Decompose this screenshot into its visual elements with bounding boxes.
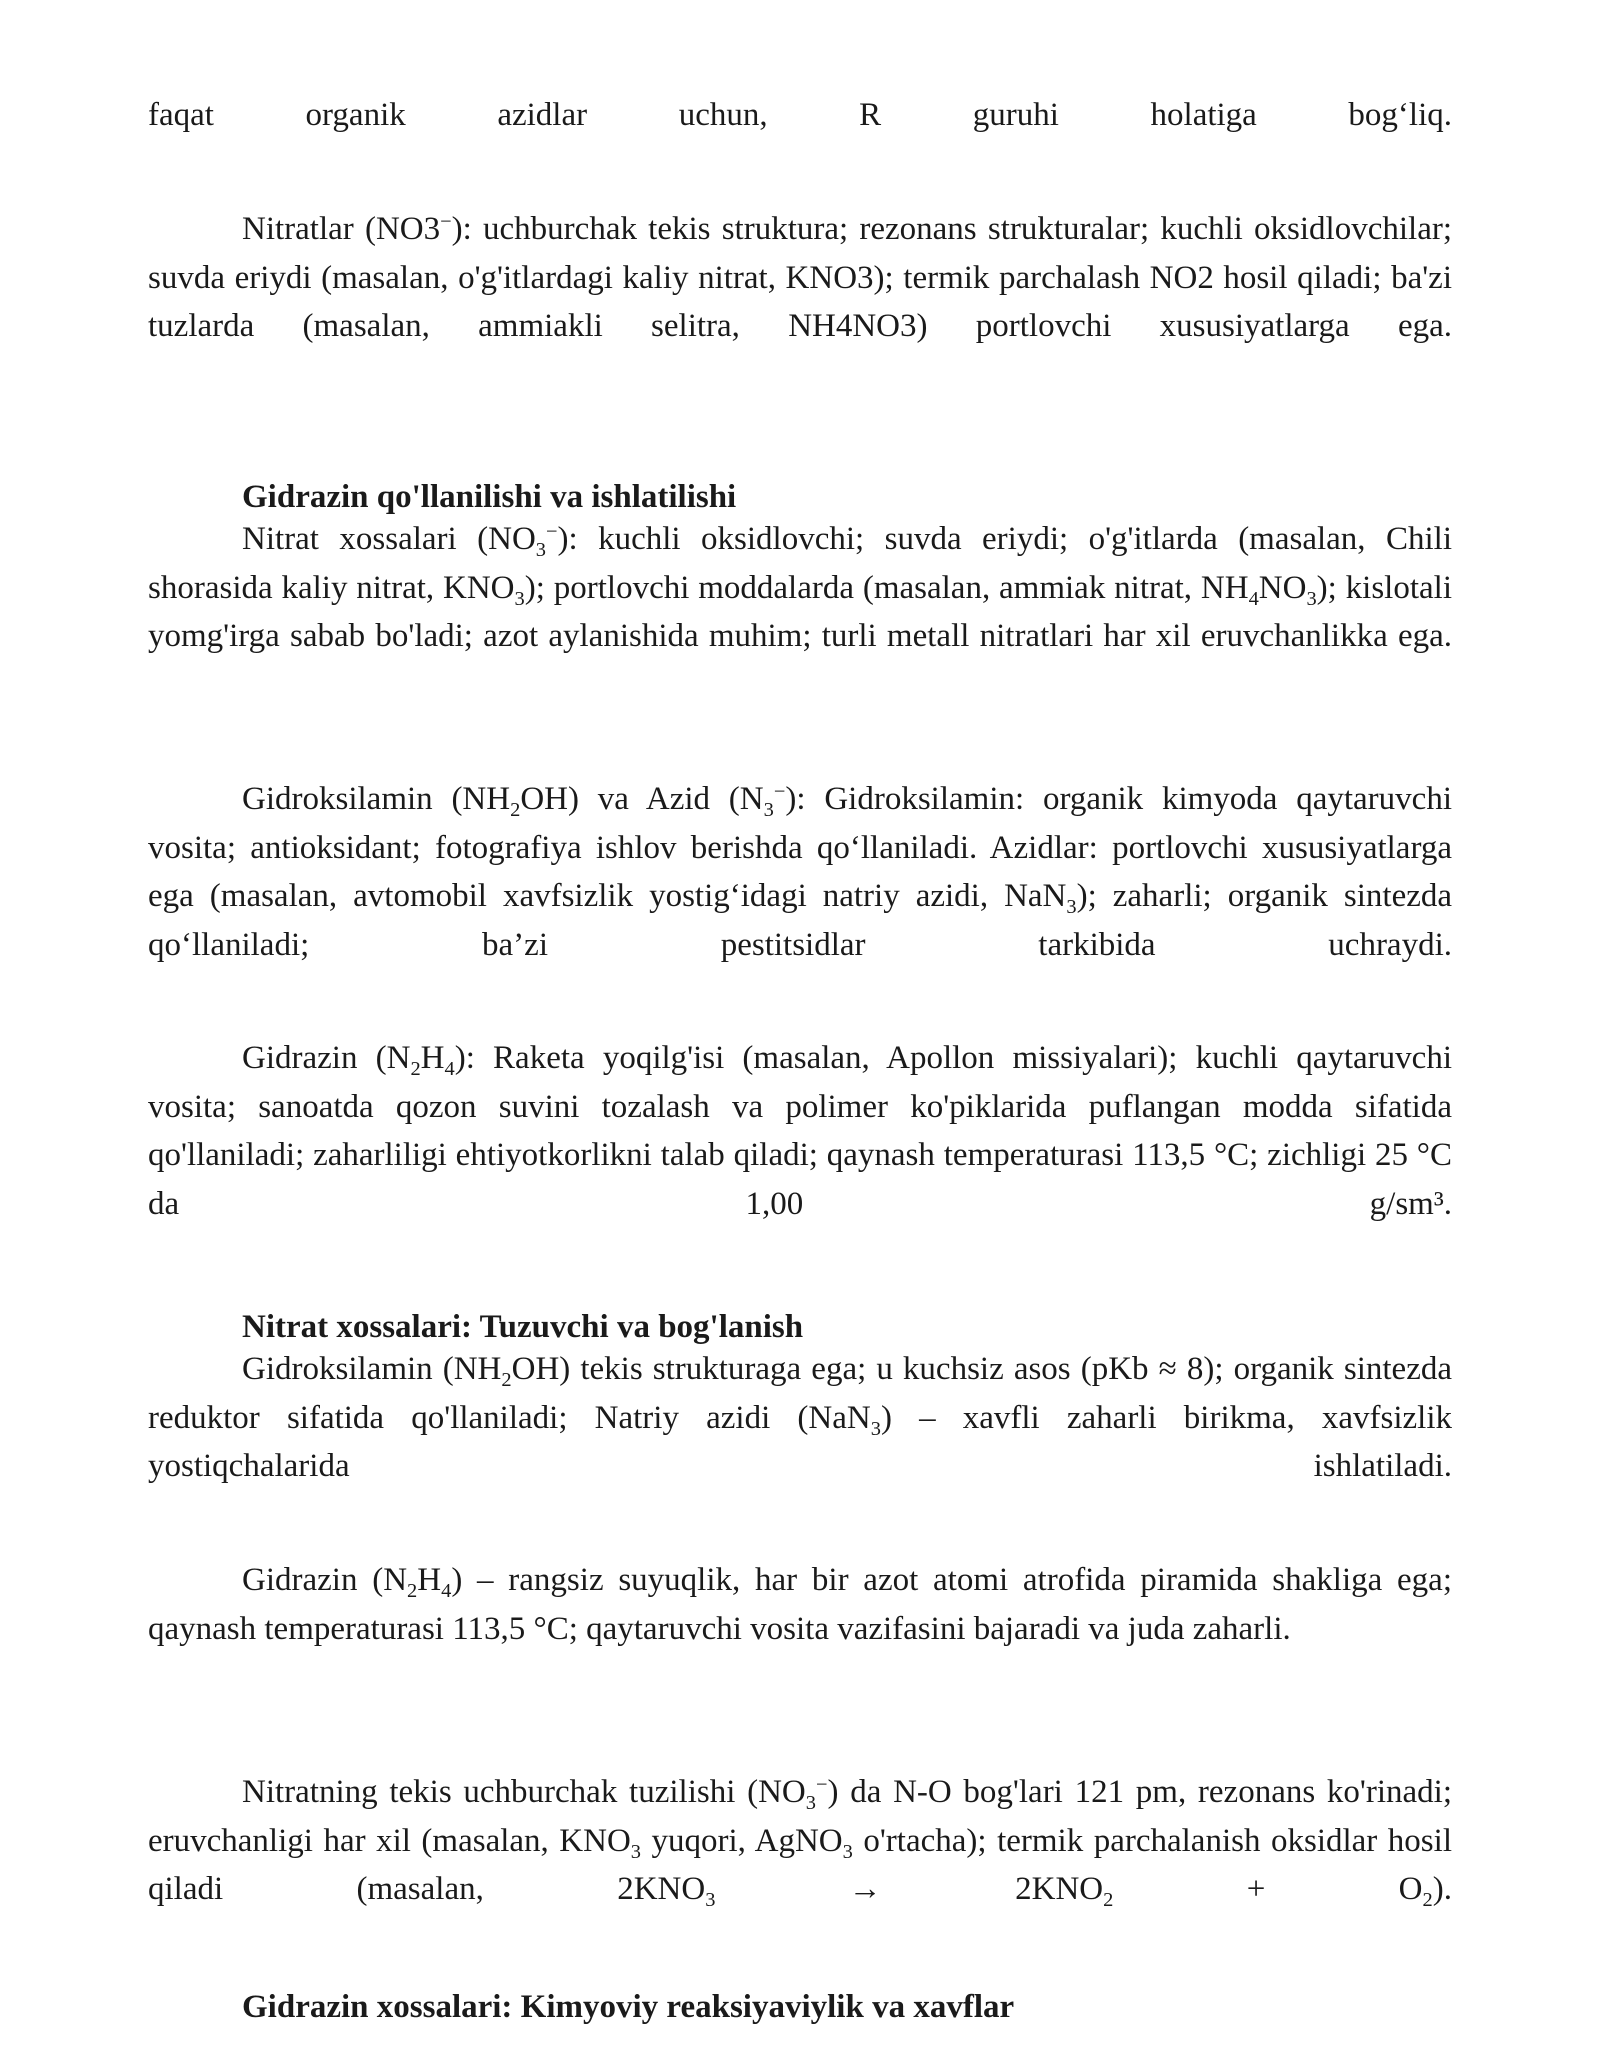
subscript: 2: [501, 1369, 512, 1392]
subscript: 2: [1422, 1889, 1433, 1912]
text-run: OH) tekis strukturaga ega; u kuchsiz asos (pKb ≈ 8); organik sintezda reduktor sifatida qo'llaniladi; Natriy azidi (NaN: [148, 1351, 1452, 1436]
subscript: 3: [514, 587, 525, 610]
subscript: 3: [763, 799, 774, 822]
paragraph-hydrazine-liquid: [148, 1556, 1452, 1653]
subscript: 3: [1306, 587, 1317, 610]
text-run: ) – rangsiz suyuqlik, har bir azot atomi atrofida piramida shakliga ega; qaynash temperaturasi 113,5 °C; qaytaruvchi vosita vazifasini bajaradi va juda zaharli.: [148, 1562, 1452, 1647]
paragraph-hydroxylamine-azide: [148, 775, 1452, 969]
section-heading: Gidrazin qo'llanilishi va ishlatilishi: [242, 479, 737, 515]
subscript: 3: [870, 1417, 881, 1440]
text-run: Gidroksilamin (NH: [242, 1351, 502, 1387]
superscript: −: [440, 210, 452, 233]
text-run: + O: [1113, 1871, 1423, 1907]
subscript: 3: [842, 1840, 853, 1863]
subscript: 2: [1103, 1889, 1114, 1912]
text-run: H: [420, 1040, 445, 1076]
section-heading: Nitrat xossalari: Tuzuvchi va bog'lanish: [242, 1309, 804, 1345]
subscript: 4: [441, 1580, 452, 1603]
superscript: −: [773, 780, 786, 803]
subscript: 3: [705, 1889, 716, 1912]
text-run: H: [417, 1562, 442, 1598]
text-run: NO: [1258, 569, 1307, 606]
text-run: yuqori, AgNO: [641, 1822, 843, 1859]
text-run: ): kuchli oksidlovchi; suvda eriydi; o'g'itlarda (masalan, Chili shorasida kaliy nitrat, KNO: [148, 521, 1452, 606]
text-run: Nitratning tekis uchburchak tuzilishi (NO: [242, 1774, 806, 1810]
subscript: 2: [410, 1058, 421, 1081]
paragraph-text: faqat organik azidlar uchun, R guruhi holatiga bog‘liq.: [148, 97, 1452, 133]
subscript: 3: [805, 1792, 816, 1815]
paragraph-continuation: [148, 91, 1452, 140]
paragraph-nitrates: [148, 205, 1452, 351]
text-run: Nitratlar (NO3: [242, 211, 441, 247]
text-run: ).: [1432, 1871, 1452, 1907]
text-run: Gidroksilamin (NH: [242, 781, 511, 817]
text-run: ): uchburchak tekis struktura; rezonans strukturalar; kuchli oksidlovchilar; suvda eriydi (masalan, o'g'itlardagi kaliy nitrat, KNO3); termik parchalash NO2 hosil qiladi; ba'zi tuzlarda (masalan, ammiakli selitra, NH4NO3) portlovchi xususiyatlarga ega.: [148, 211, 1452, 344]
text-run: ); kislotali yomg'irga sabab bo'ladi; azot aylanishida muhim; turli metall nitratlari har xil eruvchanlikka ega.: [148, 569, 1452, 654]
text-run: Nitrat xossalari (NO: [242, 521, 536, 557]
text-run: ); zaharli; organik sintezda qo‘llaniladi; ba’zi pestitsidlar tarkibida uchraydi.: [148, 878, 1453, 963]
subscript: 4: [444, 1058, 455, 1081]
text-run: o'rtacha); termik parchalanish oksidlar hosil qiladi (masalan, 2KNO: [148, 1822, 1452, 1907]
superscript: −: [546, 520, 558, 543]
paragraph-hydrazine: [148, 1034, 1452, 1228]
text-run: → 2KNO: [715, 1871, 1104, 1907]
subscript: 3: [630, 1840, 642, 1863]
text-run: ): Raketa yoqilg'isi (masalan, Apollon missiyalari); kuchli qaytaruvchi vosita; sanoatda qozon suvini tozalash va polimer ko'piklarida puflangan modda sifatida qo'llaniladi; zaharliligi ehtiyotkorlikni talab qiladi; qaynash temperaturasi 113,5 °C; zichligi 25 °C da 1,00 g/sm³.: [148, 1040, 1452, 1222]
text-run: ); portlovchi moddalarda (masalan, ammiak nitrat, NH: [524, 569, 1249, 606]
text-run: ): Gidroksilamin: organik kimyoda qaytaruvchi vosita; antioksidant; fotografiya ishlov berishda qo‘llaniladi. Azidlar: portlovchi xususiyatlarga ega (masalan, avtomobil xavfsizlik yostig‘idagi natriy azidi, NaN: [148, 781, 1452, 914]
section-heading: Gidrazin xossalari: Kimyoviy reaksiyaviylik va xavflar: [242, 1989, 1015, 2025]
superscript: −: [815, 1773, 828, 1796]
subscript: 3: [1066, 896, 1077, 919]
paragraph-nitrate-properties: [148, 515, 1452, 661]
text-run: ) – xavfli zaharli birikma, xavfsizlik yostiqchalarida ishlatiladi.: [148, 1399, 1452, 1484]
subscript: 2: [510, 799, 521, 822]
paragraph-hydroxylamine-structure: [148, 1345, 1452, 1491]
text-run: Gidrazin (N: [242, 1040, 411, 1076]
text-run: Gidrazin (N: [242, 1562, 408, 1598]
subscript: 4: [1248, 587, 1259, 610]
text-run: ) da N-O bog'lari 121 pm, rezonans ko'rinadi; eruvchanligi har xil (masalan, KNO: [148, 1774, 1452, 1859]
subscript: 3: [535, 539, 546, 562]
paragraph-nitrate-structure: [148, 1768, 1452, 1914]
subscript: 2: [407, 1580, 418, 1603]
text-run: OH) va Azid (N: [520, 781, 764, 817]
